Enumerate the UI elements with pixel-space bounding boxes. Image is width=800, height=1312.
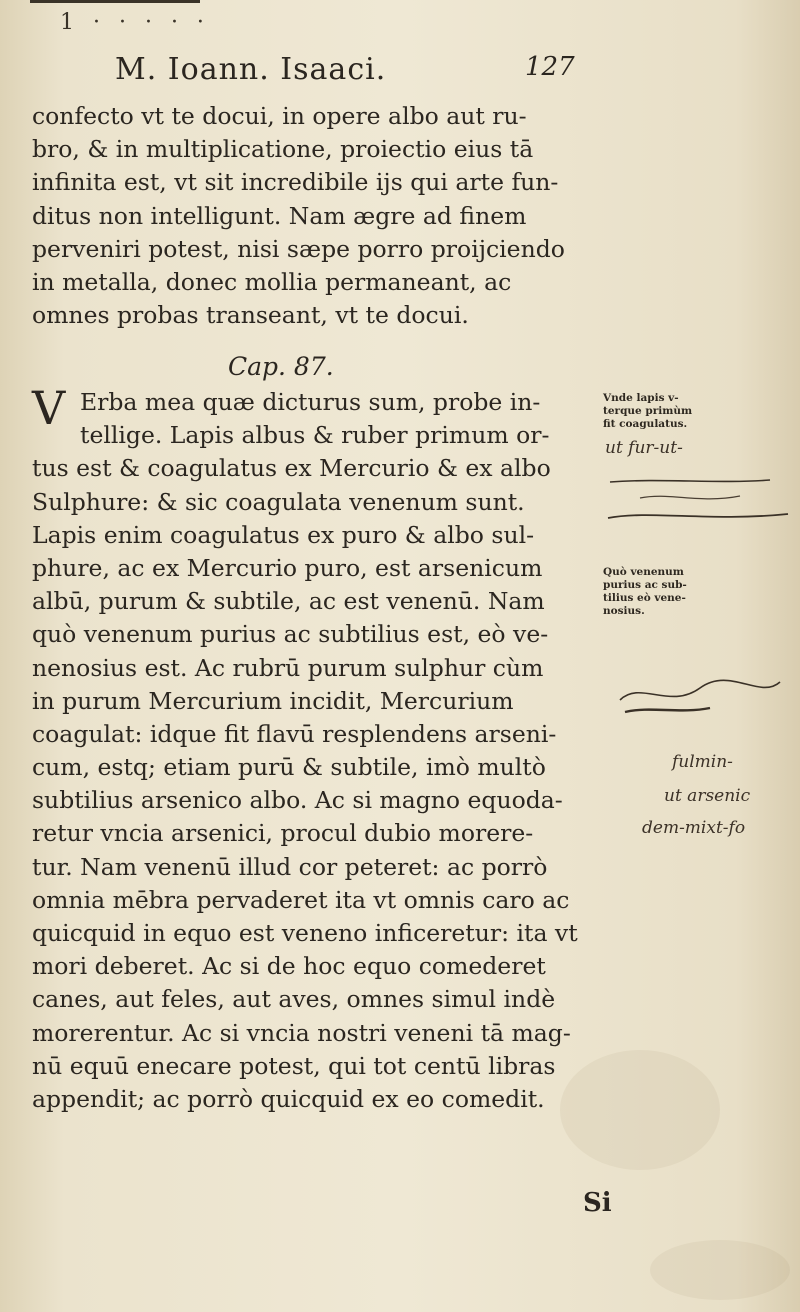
text-line: subtilius arsenico albo. Ac si magno equoda- (32, 786, 563, 815)
text-line: nenosius est. Ac rubrū purum sulphur cùm (32, 653, 544, 682)
text-line: tur. Nam venenū illud cor peteret: ac porrò (32, 852, 548, 881)
handwritten-strokes (610, 670, 790, 720)
handwritten-note: ut fur-ut- (605, 438, 683, 458)
margin-line: purius ac sub- (603, 579, 687, 591)
page-number: 127 (525, 52, 575, 82)
drop-capital: V (32, 381, 66, 435)
chapter-title: Cap. 87. (228, 352, 334, 381)
text-line: omnes probas transeant, vt te docui. (32, 301, 469, 330)
text-line: tellige. Lapis albus & ruber primum or- (80, 421, 550, 450)
margin-line: fit coagulatus. (603, 418, 688, 430)
handwritten-note: ut arsenic (664, 786, 751, 806)
text-line: canes, aut feles, aut aves, omnes simul indè (32, 985, 556, 1014)
text-line: retur vncia arsenici, procul dubio morere- (32, 819, 534, 848)
handwritten-note: fulmin- (672, 752, 733, 772)
text-line: coagulat: idque fit flavū resplendens arseni- (32, 719, 557, 748)
text-line: tus est & coagulatus ex Mercurio & ex albo (32, 454, 551, 483)
text-block-before (32, 100, 600, 332)
top-rule (30, 0, 200, 3)
top-scribble: 1 · · · · · (60, 10, 210, 35)
margin-line: terque primùm (603, 405, 693, 417)
text-line: appendit; ac porrò quicquid ex eo comedit. (32, 1084, 545, 1113)
text-line: perveniri potest, nisi sæpe porro proijciendo (32, 234, 565, 263)
text-line: phure, ac ex Mercurio puro, est arsenicum (32, 553, 543, 582)
text-line: quò venenum purius ac subtilius est, eò ve- (32, 620, 549, 649)
text-line: Erba mea quæ dicturus sum, probe in- (80, 388, 541, 416)
margin-note-2 (603, 566, 793, 618)
text-block-after (32, 381, 600, 1116)
text-line: infinita est, vt sit incredibile ijs qui arte fun- (32, 168, 559, 197)
text-line: in metalla, donec mollia permaneant, ac (32, 267, 512, 296)
text-line: confecto vt te docui, in opere albo aut ru- (32, 102, 527, 130)
margin-note-1 (603, 392, 793, 431)
paper-stain (560, 1050, 720, 1170)
text-line: morerentur. Ac si vncia nostri veneni tā mag- (32, 1018, 571, 1047)
text-line: omnia mēbra pervaderet ita vt omnis caro ac (32, 885, 570, 914)
margin-line: nosius. (603, 605, 645, 617)
text-line: bro, & in multiplicatione, proiectio eius tā (32, 135, 534, 164)
text-line: cum, estq; etiam purū & subtile, imò multò (32, 753, 546, 782)
margin-line: tilius eò vene- (603, 592, 686, 604)
running-head: M. Ioann. Isaaci. (115, 52, 387, 87)
text-line: Lapis enim coagulatus ex puro & albo sul- (32, 520, 535, 549)
catchword: Si (583, 1188, 612, 1218)
handwritten-note: dem-mixt-fo (642, 818, 746, 838)
text-line: nū equū enecare potest, qui tot centū libras (32, 1051, 556, 1080)
text-line: mori deberet. Ac si de hoc equo comederet (32, 952, 546, 981)
handwritten-strokes (600, 470, 795, 550)
text-line: quicquid in equo est veneno inficeretur: ita vt (32, 919, 578, 947)
margin-line: Vnde lapis v- (603, 392, 679, 404)
text-line: Sulphure: & sic coagulata venenum sunt. (32, 487, 525, 516)
text-line: in purum Mercurium incidit, Mercurium (32, 686, 514, 715)
margin-line: Quò venenum (603, 566, 684, 578)
text-line: albū, purum & subtile, ac est venenū. Nam (32, 587, 545, 616)
paper-stain (650, 1240, 790, 1300)
text-line: ditus non intelligunt. Nam ægre ad finem (32, 201, 527, 230)
